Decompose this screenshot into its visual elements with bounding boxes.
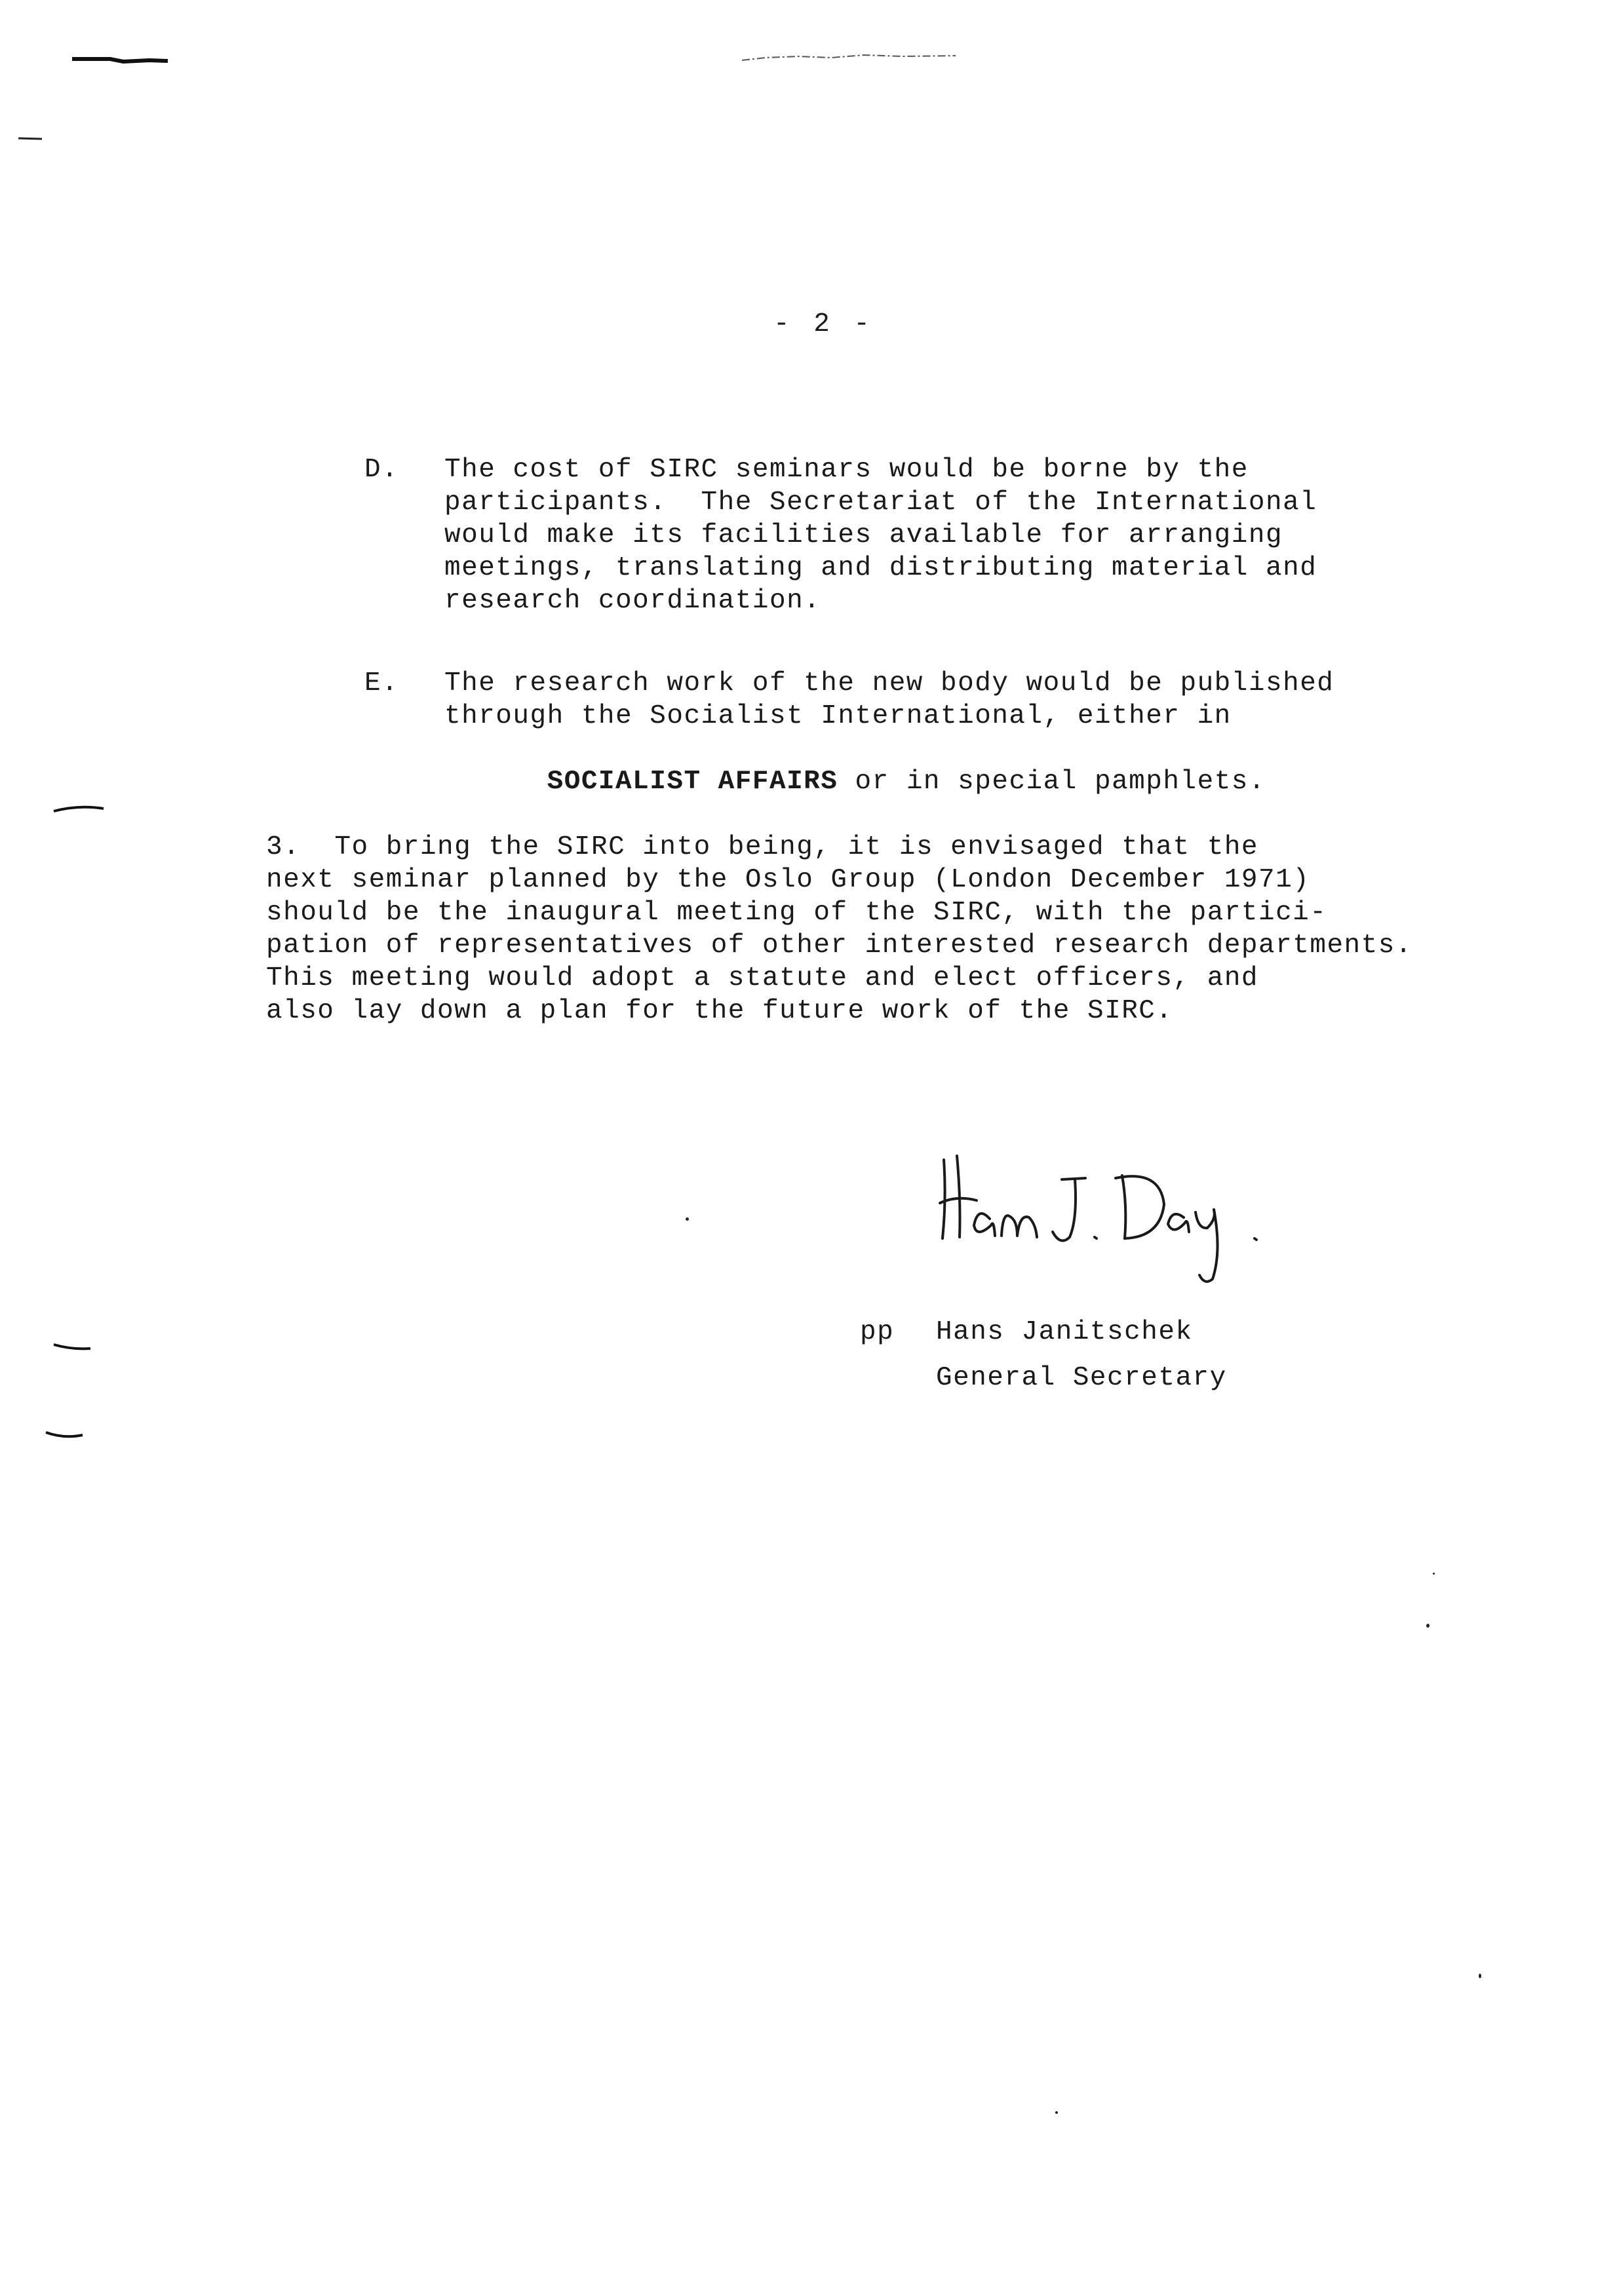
item-e-line-3: [444, 733, 1266, 831]
item-e-line-2: through the Socialist International, either in: [444, 701, 1232, 731]
item-e-line-1: The research work of the new body would be published: [444, 668, 1334, 698]
publication-title: SOCIALIST AFFAIRS: [547, 767, 838, 797]
scan-mark-left-1: [17, 132, 43, 138]
signatory-title: General Secretary: [936, 1363, 1227, 1393]
punch-mark-3-svg: [45, 1430, 84, 1440]
handwritten-signature: [931, 1140, 1311, 1291]
signature-prefix: pp: [860, 1317, 895, 1347]
item-d-marker: D.: [364, 455, 399, 485]
paragraph-3-line-2: next seminar planned by the Oslo Group (London December 1971): [266, 865, 1310, 895]
punch-mark-1-svg: [52, 805, 105, 815]
scan-mark-top-left-svg: [71, 55, 169, 64]
paragraph-3-line-5: This meeting would adopt a statute and elect officers, and: [266, 963, 1259, 993]
item-d-line-4: meetings, translating and distributing material and: [444, 553, 1317, 583]
punch-mark-2-svg: [52, 1342, 92, 1352]
signature-svg: [931, 1140, 1311, 1291]
item-e-marker: E.: [364, 668, 399, 698]
speck-4: [1055, 2111, 1058, 2114]
item-d-line-1: The cost of SIRC seminars would be borne by the: [444, 455, 1249, 485]
item-d-line-3: would make its facilities available for arranging: [444, 520, 1283, 550]
speck-3: [1479, 1974, 1481, 1978]
punch-mark-1: [52, 805, 105, 815]
scan-mark-left-1-svg: [17, 136, 43, 141]
paragraph-3-line-4: pation of representatives of other interested research departments.: [266, 930, 1412, 961]
scan-mark-top-left: [71, 55, 169, 64]
signatory-name: Hans Janitschek: [936, 1317, 1193, 1347]
item-e-line-3-rest: or in special pamphlets.: [838, 767, 1266, 797]
scan-mark-top-center: [739, 51, 962, 63]
punch-mark-2: [52, 1342, 92, 1352]
item-d-line-2: participants. The Secretariat of the International: [444, 488, 1317, 518]
paragraph-3-line-6: also lay down a plan for the future work of the SIRC.: [266, 996, 1173, 1026]
page-number: - 2 -: [773, 309, 874, 339]
speck-2: [1426, 1624, 1430, 1628]
speck-1: [686, 1217, 689, 1221]
paragraph-3-line-1: 3. To bring the SIRC into being, it is envisaged that the: [266, 832, 1259, 862]
paragraph-3-line-3: should be the inaugural meeting of the SIRC, with the partici-: [266, 898, 1327, 928]
punch-mark-3: [45, 1430, 84, 1440]
scan-mark-top-center-svg: [739, 51, 962, 63]
item-d-line-5: research coordination.: [444, 586, 821, 616]
speck-5: [1433, 1573, 1435, 1575]
